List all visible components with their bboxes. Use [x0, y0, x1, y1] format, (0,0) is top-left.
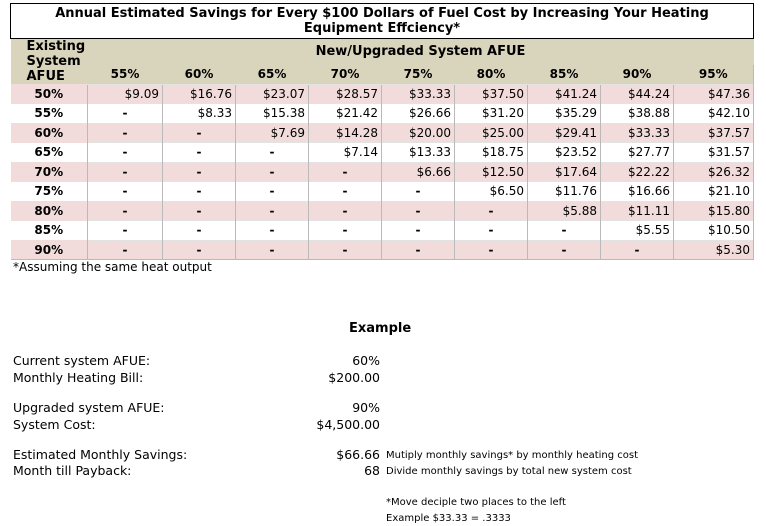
savings-table: [10, 3, 754, 260]
table-cell: $13.33: [382, 143, 455, 163]
table-cell: -: [382, 240, 455, 260]
table-cell: -: [309, 162, 382, 182]
table-row: [11, 182, 754, 202]
payback-label: Month till Payback:: [13, 463, 132, 478]
table-cell: -: [88, 240, 163, 260]
table-cell: $31.57: [674, 143, 754, 163]
table-cell: -: [382, 221, 455, 241]
table-cell: $7.14: [309, 143, 382, 163]
column-header: 55%: [88, 65, 163, 85]
table-row: [11, 84, 754, 104]
table-cell: $16.76: [163, 84, 236, 104]
table-cell: $21.10: [674, 182, 754, 202]
est-savings-label: Estimated Monthly Savings:: [13, 447, 188, 462]
table-cell: -: [455, 240, 528, 260]
table-cell: $38.88: [601, 104, 674, 124]
monthly-bill-value: $200.00: [328, 370, 380, 385]
column-header: 65%: [236, 65, 309, 85]
table-row: [11, 240, 754, 260]
table-footnote: *Assuming the same heat output: [13, 260, 212, 274]
table-cell: $5.55: [601, 221, 674, 241]
table-cell: $23.52: [528, 143, 601, 163]
table-cell: -: [163, 240, 236, 260]
table-cell: $17.64: [528, 162, 601, 182]
table-cell: $35.29: [528, 104, 601, 124]
table-cell: -: [88, 182, 163, 202]
row-header: 85%: [34, 223, 64, 238]
table-cell: -: [309, 201, 382, 221]
table-cell: $26.32: [674, 162, 754, 182]
table-cell: $26.66: [382, 104, 455, 124]
row-header: 50%: [11, 84, 88, 104]
table-cell: -: [163, 143, 236, 163]
upgraded-afue-value: 90%: [352, 400, 380, 415]
row-header: 55%: [34, 106, 64, 121]
table-cell: $29.41: [528, 123, 601, 143]
table-cell: $47.36: [674, 84, 754, 104]
column-header: 75%: [382, 65, 455, 85]
table-cell: $15.38: [236, 104, 309, 124]
table-cell: $5.30: [674, 240, 754, 260]
table-cell: $11.76: [528, 182, 601, 202]
row-header: 70%: [11, 162, 88, 182]
upgraded-afue-label: Upgraded system AFUE:: [13, 400, 165, 415]
table-cell: -: [88, 201, 163, 221]
table-cell: -: [88, 143, 163, 163]
table-cell: -: [309, 182, 382, 202]
table-title: Annual Estimated Savings for Every $100 Dollars of Fuel Cost by Increasing Your Heating Equipment Effciency*: [11, 4, 754, 39]
table-cell: -: [382, 201, 455, 221]
table-cell: $6.66: [382, 162, 455, 182]
system-cost-label: System Cost:: [13, 417, 96, 432]
existing-afue-header: Existing System AFUE: [11, 39, 88, 85]
table-cell: $44.24: [601, 84, 674, 104]
table-cell: $16.66: [601, 182, 674, 202]
table-cell: $31.20: [455, 104, 528, 124]
system-cost-value: $4,500.00: [316, 417, 380, 432]
table-cell: -: [309, 240, 382, 260]
monthly-bill-label: Monthly Heating Bill:: [13, 370, 144, 385]
table-cell: -: [88, 221, 163, 241]
table-cell: -: [163, 123, 236, 143]
table-cell: $7.69: [236, 123, 309, 143]
table-row: [11, 143, 754, 163]
table-row: [11, 162, 754, 182]
table-cell: $14.28: [309, 123, 382, 143]
table-cell: -: [455, 221, 528, 241]
table-cell: $42.10: [674, 104, 754, 124]
table-cell: $23.07: [236, 84, 309, 104]
table-cell: -: [236, 201, 309, 221]
column-header: 80%: [455, 65, 528, 85]
table-cell: -: [88, 104, 163, 124]
decimal-note: *Move deciple two places to the left: [386, 497, 566, 508]
table-cell: -: [236, 143, 309, 163]
table-row: [11, 221, 754, 241]
column-header: 85%: [528, 65, 601, 85]
table-cell: $22.22: [601, 162, 674, 182]
new-afue-group-header: New/Upgraded System AFUE: [88, 39, 754, 65]
est-savings-hint: Mutiply monthly savings* by monthly heating cost: [386, 450, 639, 461]
table-cell: -: [88, 162, 163, 182]
table-cell: $9.09: [88, 84, 163, 104]
decimal-example: Example $33.33 = .3333: [386, 513, 511, 524]
payback-hint: Divide monthly savings by total new system cost: [386, 466, 632, 477]
table-cell: $5.88: [528, 201, 601, 221]
table-cell: $18.75: [455, 143, 528, 163]
table-cell: -: [236, 221, 309, 241]
table-cell: $37.57: [674, 123, 754, 143]
row-header: 60%: [11, 123, 88, 143]
table-cell: -: [88, 123, 163, 143]
table-cell: -: [163, 162, 236, 182]
table-cell: -: [163, 182, 236, 202]
row-header: 65%: [34, 145, 64, 160]
table-cell: $6.50: [455, 182, 528, 202]
column-header: 90%: [601, 65, 674, 85]
row-header: 75%: [34, 184, 64, 199]
table-cell: -: [236, 182, 309, 202]
table-cell: $15.80: [674, 201, 754, 221]
table-row: [11, 201, 754, 221]
table-cell: $28.57: [309, 84, 382, 104]
table-cell: $12.50: [455, 162, 528, 182]
table-row: [11, 123, 754, 143]
table-cell: -: [236, 162, 309, 182]
table-cell: $10.50: [674, 221, 754, 241]
table-cell: $8.33: [163, 104, 236, 124]
row-header: 80%: [11, 201, 88, 221]
table-row: [11, 104, 754, 124]
est-savings-value: $66.66: [336, 447, 380, 462]
table-cell: -: [382, 182, 455, 202]
table-cell: $33.33: [382, 84, 455, 104]
table-cell: $27.77: [601, 143, 674, 163]
table-cell: -: [528, 221, 601, 241]
table-cell: -: [601, 240, 674, 260]
table-cell: -: [163, 201, 236, 221]
table-cell: $41.24: [528, 84, 601, 104]
table-cell: $11.11: [601, 201, 674, 221]
table-cell: -: [163, 221, 236, 241]
table-cell: -: [236, 240, 309, 260]
current-afue-label: Current system AFUE:: [13, 353, 151, 368]
table-cell: $33.33: [601, 123, 674, 143]
payback-value: 68: [364, 463, 380, 478]
column-header: 60%: [163, 65, 236, 85]
table-cell: -: [455, 201, 528, 221]
table-cell: $21.42: [309, 104, 382, 124]
table-cell: $25.00: [455, 123, 528, 143]
example-heading: Example: [349, 321, 412, 336]
table-cell: $37.50: [455, 84, 528, 104]
column-header: 95%: [674, 65, 754, 85]
column-header: 70%: [309, 65, 382, 85]
current-afue-value: 60%: [352, 353, 380, 368]
table-cell: -: [309, 221, 382, 241]
row-header: 90%: [11, 240, 88, 260]
table-cell: $20.00: [382, 123, 455, 143]
table-cell: -: [528, 240, 601, 260]
